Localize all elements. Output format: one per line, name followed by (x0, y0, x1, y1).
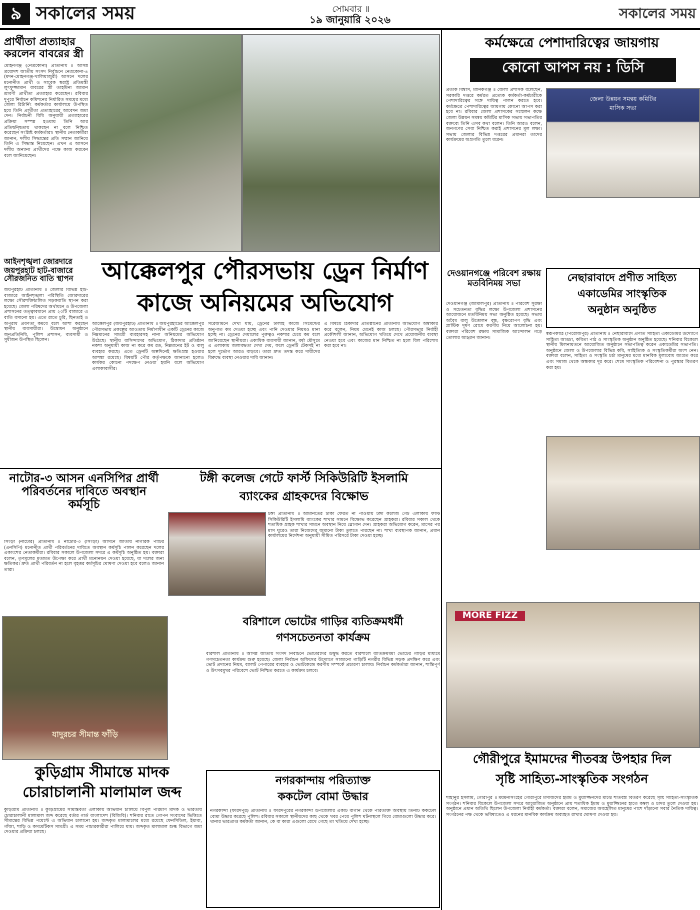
story-drugs-headline-1: কুড়িগ্রাম সীমান্তে মাদক (34, 763, 170, 781)
story-college-headline-1: টঙ্গী কলেজ গেটে ফার্স্ট সিকিউরিটি ইসলামি (199, 471, 409, 485)
story-drain-photo-2 (242, 34, 440, 252)
story-professional-headline-1: কর্মক্ষেত্রে পেশাদারিত্বের জায়গায় (485, 35, 659, 51)
story-college-body: টঙ্গী প্রতিনিধি ॥ আমানতের টাকা ফেরত না পাওয়ায় টঙ্গী কলেজ গেট এলাকায় ফার্স্ট সিকিউরিটি ইসলামি ব্যাংকের শাখার সামনে বিক্ষোভ করেছেন গ্রাহকরা। রবিবার সকাল থেকে শতাধিক গ্রাহক শাখার সামনে অবস্থান নিয়ে স্লোগান দেন। গ্রাহকরা অভিযোগ করেন, মাসের পর মাস ঘুরেও তারা নিজেদের জমানো টাকা তুলতে পারছেন না। শাখা ব্যবস্থাপক জানান, প্রধান কার্যালয়ের নির্দেশনা অনুযায়ী সীমিত পরিসরে টাকা দেওয়া হচ্ছে। (268, 512, 440, 540)
story-drain-body-1: আক্কেলপুর (জয়পুরহাট) প্রতিনিধি ॥ জয়পুরহাটের আক্কেলপুর পৌরসভায় প্রকল্পের আওতায় নির্মাণাধীন একটি ড্রেনের কাজে নিম্নমানের সামগ্রী ব্যবহারসহ নানা অনিয়মের অভিযোগ উঠেছে। স্থানীয় বাসিন্দাদের অভিযোগ, ঠিকাদার প্রতিষ্ঠান নকশা অনুযায়ী কাজ না করে কম রড, নিম্নমানের ইট ও বালু ব্যবহার করছে। এতে ড্রেনটি অল্পদিনেই ক্ষতিগ্রস্ত হওয়ার আশঙ্কা রয়েছে। বিষয়টি পৌর কর্তৃপক্ষকে জানানো হলেও কার্যকর কোনো পদক্ষেপ নেওয়া হয়নি বলে অভিযোগ এলাকাবাসীর। (92, 322, 204, 372)
story-college-photo (168, 512, 266, 596)
day-label: সোমবার ॥ (332, 5, 370, 15)
story-professional-headline-2: কোনো আপস নয় : ডিসি (502, 60, 644, 76)
meeting-banner-line-1: জেলা উন্নয়ন সমন্বয় কমিটির (589, 96, 657, 103)
story-gouripur-headline-2: সৃষ্টি সাহিত্য-সাংস্কৃতিক সংগঠন (495, 771, 649, 786)
section-rule (0, 468, 441, 469)
story-barishal-body: বরিশাল প্রতিনিধি ॥ আসন্ন জাতীয় সংসদ নির্বাচনে ভোটারদের উদ্বুদ্ধ করতে বরিশালে ব্যতিক্রমধর্মী ভোটের গাড়ির মাধ্যমে গণসচেতনতা কার্যক্রম শুরু হয়েছে। জেলা নির্বাচন অফিসের উদ্যোগে সাজানো গাড়িটি নগরীর বিভিন্ন সড়ক প্রদক্ষিণ করে এবং ভোট প্রদানের নিয়ম, ব্যালট পেপারের ব্যবহার ও ভোটকেন্দ্রে করণীয় সম্পর্কে প্রচারণা চালায়। নির্বাচন কর্মকর্তারা জানান, শান্তিপূর্ণ ও উৎসবমুখর পরিবেশে ভোট নিশ্চিত করতে এ কার্যক্রম চলবে। (206, 652, 440, 674)
story-professional-body: প্রতীক বিশ্বাস, মানিকগঞ্জ ॥ জেলা প্রশাসক বলেছেন, সরকারি দপ্তরে কর্মরত প্রত্যেক কর্মকর্তা-কর্মচারীকে পেশাদারিত্বের সঙ্গে দায়িত্ব পালন করতে হবে। কর্মক্ষেত্রে পেশাদারিত্বের জায়গায় কোনো আপস করা হবে না। রবিবার জেলা প্রশাসকের সম্মেলন কক্ষে জেলা উন্নয়ন সমন্বয় কমিটির মাসিক সভায় সভাপতির বক্তব্যে তিনি এসব কথা বলেন। তিনি আরও বলেন, জনগণের সেবা নিশ্চিত করাই প্রশাসনের মূল লক্ষ্য। সভায় জেলার বিভিন্ন দপ্তরের প্রধানরা তাদের কার্যক্রমের অগ্রগতি তুলে ধরেন। (446, 88, 542, 144)
story-drain-body-3: এ বিষয়ে ঠিকাদার প্রতিষ্ঠানের প্রতিনিধি অভিযোগ অস্বীকার করে বলেন, নিয়ম মেনেই কাজ চলছে। পৌরসভার নির্বাহী প্রকৌশলী জানান, অভিযোগ খতিয়ে দেখে প্রয়োজনীয় ব্যবস্থা নেওয়া হবে এবং কাজের মান নিশ্চিত না হলে বিল পরিশোধ করা হবে না। (324, 322, 438, 350)
masthead (0, 0, 700, 28)
page-number-box (2, 3, 30, 25)
column-rule (441, 30, 442, 910)
story-dewanganj-body: দেওয়ানগঞ্জ (জামালপুর) প্রতিনিধি ॥ পরিবেশ সুরক্ষা ও সচেতনতা বৃদ্ধির লক্ষ্যে উপজেলা প্রশাসনের আয়োজনে মতবিনিময় সভা অনুষ্ঠিত হয়েছে। সভায় অবৈধ বালু উত্তোলন বন্ধ, বৃক্ষরোপণ বৃদ্ধি এবং প্লাস্টিক দূষণ রোধে করণীয় নিয়ে আলোচনা হয়। বক্তারা পরিবেশ রক্ষায় সামাজিক আন্দোলন গড়ে তোলার আহ্বান জানান। (446, 302, 542, 341)
masthead-rule (0, 28, 700, 30)
story-drugs-body: কুড়িগ্রাম প্রতিনিধি ॥ কুড়িগ্রামের সীমান্তবর্তী এলাকায় অভিযান চালিয়ে বিপুল পরিমাণ মাদক ও ভারতীয় চোরাচালানী মালামাল জব্দ করেছে বর্ডার গার্ড বাংলাদেশ (বিজিবি)। শনিবার রাতে গোপন সংবাদের ভিত্তিতে সীমান্তের বিভিন্ন পয়েন্টে এ অভিযান চালানো হয়। জব্দকৃত মালামালের মধ্যে রয়েছে ফেনসিডিল, ইয়াবা, গাঁজা, শাড়ি ও কসমেটিকস সামগ্রী। এ সময় পাচারকারীরা পালিয়ে যায়। জব্দকৃত মালামাল শুল্ক বিভাগে জমা দেওয়ার প্রক্রিয়া চলছে। (4, 808, 202, 836)
story-academy-body: স্বরূপকাঠি (পিরোজপুর) প্রতিনিধি ॥ নেছারাবাদে প্রণীত সাহিত্য একাডেমির উদ্যোগে সাহিত্য আড্ডা, কবিতা পাঠ ও সাংস্কৃতিক অনুষ্ঠান অনুষ্ঠিত হয়েছে। শনিবার বিকেলে স্থানীয় মিলনায়তনে আয়োজিত অনুষ্ঠানে সভাপতিত্ব করেন একাডেমির সভাপতি। অনুষ্ঠানে জেলা ও উপজেলার বিভিন্ন কবি, সাহিত্যিক ও সংস্কৃতিকর্মীরা অংশ নেন। বক্তারা বলেন, সাহিত্য ও সংস্কৃতি চর্চা মানুষের মধ্যে মানবিক মূল্যবোধ জাগ্রত করে এবং সমাজ থেকে অন্ধকার দূর করে। শেষে সাংস্কৃতিক পরিবেশনা ও পুরস্কার বিতরণ করা হয়। (546, 332, 698, 371)
story-college-headline-2: ব্যাংকের গ্রাহকদের বিক্ষোভ (239, 489, 369, 503)
story-ncp-body: সিংড়া (নাটোর) প্রতিনিধি ॥ নাটোর-৩ (সিংড়া) আসনে জাতীয় নাগরিক পার্টির (এনসিপি) মনোনীত প্রার্থী পরিবর্তনের দাবিতে অবস্থান কর্মসূচি পালন করেছেন দলের একাংশের নেতাকর্মীরা। রবিবার সকালে উপজেলা সদরে এ কর্মসূচি অনুষ্ঠিত হয়। বক্তারা বলেন, তৃণমূলের মতামত উপেক্ষা করে প্রার্থী মনোনয়ন দেওয়া হয়েছে, যা দলের জন্য ক্ষতিকর। দ্রুত প্রার্থী পরিবর্তন না হলে বৃহত্তর কর্মসূচির ঘোষণা দেওয়া হবে বলেও জানান তারা। (4, 540, 164, 573)
stage-banner-text: MORE FIZZ (455, 611, 525, 621)
outpost-seal-text: যাদুরচর সীমান্ত ফাঁড়ি (52, 730, 118, 739)
story-professional-photo (546, 88, 700, 198)
story-candidate-headline: প্রার্থীতা প্রত্যাহার করলেন বাবরের স্ত্রী (4, 36, 84, 61)
story-gouripur-photo (446, 602, 700, 748)
story-drain-body-2: সরেজমিনে দেখা যায়, ড্রেনের ঢালাই কাজে সিমেন্টের অনুপাত কম দেওয়া হচ্ছে এবং পানি দেওয়ার নিয়মও মানা হচ্ছে না। ড্রেনের দেয়ালের পুরুত্বও নকশার চেয়ে কম বলে জানিয়েছেন স্থানীয়রা। একাধিক ব্যবসায়ী জানান, বর্ষা মৌসুমে এ এলাকায় জলাবদ্ধতা দেখা দেয়, ফলে ড্রেনটি টেকসই না হলে দুর্ভোগ আরও বাড়বে। তারা দ্রুত তদন্ত করে দায়ীদের বিরুদ্ধে ব্যবস্থা নেওয়ার দাবি জানান। (208, 322, 320, 361)
page-number: ৯ (10, 4, 22, 24)
story-dewanganj-headline: দেওয়ানগঞ্জে পরিবেশ রক্ষায় মতবিনিময় সভা (447, 269, 541, 289)
story-drain-photo-1 (90, 34, 242, 252)
story-drain-headline-1: আক্কেলপুর পৌরসভায় ড্রেন নির্মাণ (101, 257, 429, 285)
logo-right: সকালের সময় (618, 6, 696, 22)
story-drugs-headline-2: চোরাচালানী মালামাল জব্দ (22, 783, 182, 801)
story-bomb-body: নগরকান্দা (ফরিদপুর) প্রতিনিধি ॥ ফরিদপুরের নগরকান্দা উপজেলার একটি বাগান থেকে পরিত্যক্ত অবস্থায় তিনটি ককটেল বোমা উদ্ধার করেছে পুলিশ। রবিবার সকালে স্থানীয়দের কাছ থেকে খবর পেয়ে পুলিশ ঘটনাস্থলে গিয়ে বোমাগুলো উদ্ধার করে। থানার ভারপ্রাপ্ত কর্মকর্তা জানান, কে বা কারা এগুলো রেখে গেছে তা খতিয়ে দেখা হচ্ছে। (210, 809, 436, 826)
story-barishal-headline-2: গণসচেতনতা কার্যক্রম (275, 631, 371, 644)
story-gouripur-body: শাহীনুর ইসলাম, গৌরীপুর ॥ ময়মনসিংহের গৌরীপুরে মসজিদের ইমাম ও মুয়াজ্জিনদের মাঝে শীতবস্ত্র বিতরণ করেছে সৃষ্টি সাহিত্য-সাংস্কৃতিক সংগঠন। শনিবার বিকেলে উপজেলা সদরে আয়োজিত অনুষ্ঠানে প্রায় শতাধিক ইমাম ও মুয়াজ্জিনের হাতে কম্বল ও চাদর তুলে দেওয়া হয়। অনুষ্ঠানে প্রধান অতিথি ছিলেন উপজেলা নির্বাহী কর্মকর্তা। বক্তারা বলেন, সমাজের অবহেলিত মানুষের পাশে দাঁড়ানো সবার নৈতিক দায়িত্ব। সংগঠনের পক্ষ থেকে ভবিষ্যতেও এ ধরনের মানবিক কার্যক্রম অব্যাহত রাখার ঘোষণা দেওয়া হয়। (446, 796, 698, 818)
story-barishal-headline-1: বরিশালে ভোটের গাড়ির ব্যতিক্রমধর্মী (242, 615, 404, 628)
story-hilli-headline: আইনশৃঙ্খলা জোরদারে জয়পুরহাট হাট-বাজারে সৌরজনিত বাতি স্থাপন (4, 257, 74, 284)
story-academy-headline-3: অনুষ্ঠান অনুষ্ঠিত (587, 304, 657, 316)
story-candidate-body: মোহনগঞ্জ (নেত্রকোনা) প্রতিনিধি ॥ আসন্ন ত্রয়োদশ জাতীয় সংসদ নির্বাচনে নেত্রকোনা-৪ (মদন-মোহনগঞ্জ-খালিয়াজুরী) আসনে দলের মনোনীত প্রার্থী ও সাবেক স্বরাষ্ট্র প্রতিমন্ত্রী লুৎফুজ্জামান বাবরের স্ত্রী তাহমিনা জামান শ্রাবণী প্রার্থীতা প্রত্যাহার করেছেন। রবিবার দুপুরে নির্বাচন কমিশনের নির্ধারিত সময়ের মধ্যে জেলা রিটার্নিং কর্মকর্তার কার্যালয়ে উপস্থিত হয়ে তিনি প্রার্থীতা প্রত্যাহারের আবেদন জমা দেন। নির্বাচনী বিধি অনুযায়ী প্রত্যাহারের প্রক্রিয়া সম্পন্ন হওয়ায় তিনি আর প্রতিদ্বন্দ্বিতায় থাকছেন না বলে নিশ্চিত করেছেন সংশ্লিষ্ট কর্মকর্তারা। স্থানীয় নেতাকর্মীরা জানান, দলীয় সিদ্ধান্তের প্রতি সম্মান জানিয়ে তিনি এ সিদ্ধান্ত নিয়েছেন। এখন এ আসনে দলীয় অন্যান্য প্রার্থীদের পক্ষে কাজ করবেন বলে জানিয়েছেন। (4, 64, 88, 159)
story-gouripur-headline-1: গৌরীপুরে ইমামদের শীতবস্ত্র উপহার দিল (472, 751, 672, 766)
story-bomb-headline-2: ককটেল বোমা উদ্ধার (277, 790, 369, 803)
logo-left: সকালের সময় (36, 3, 136, 24)
story-ncp-headline: নাটোর-৩ আসন এনসিপির প্রার্থী পরিবর্তনের দাবিতে অবস্থান কর্মসূচি (9, 471, 159, 512)
story-bomb-headline-1: নগরকান্দায় পরিত্যাক্ত (275, 774, 371, 787)
date-label: ১৯ জানুয়ারি ২০২৬ (309, 15, 391, 26)
story-academy-headline-1: নেছারাবাদে প্রণীত সাহিত্য (567, 272, 677, 284)
story-academy-headline-2: একাডেমির সাংস্কৃতিক (577, 288, 667, 300)
story-academy-photo (546, 436, 700, 550)
meeting-banner-line-2: মাসিক সভা (609, 105, 637, 112)
story-bomb-box (206, 770, 440, 908)
story-drugs-photo (2, 616, 168, 760)
story-drain-headline-2: কাজে অনিয়মের অভিযোগ (137, 289, 393, 317)
story-hilli-body: জয়পুরহাট প্রতিনিধি ॥ জেলার বিভিন্ন হাট-বাজারে আইনশৃঙ্খলা পরিস্থিতি জোরদারের লক্ষ্যে সৌরশক্তিচালিত সড়কবাতি স্থাপন করা হয়েছে। জেলা পরিষদের অর্থায়নে ও উপজেলা প্রশাসনের তত্ত্বাবধানে প্রায় ২০টি বাজারে এ বাতি বসানো হয়। এতে রাতে চুরি, ছিনতাই ও অপরাধ প্রবণতা কমবে বলে আশা করছেন স্থানীয় ব্যবসায়ীরা। উদ্বোধন অনুষ্ঠানে জনপ্রতিনিধি, পুলিশ প্রশাসন, ব্যবসায়ী ও সুধীজন উপস্থিত ছিলেন। (4, 288, 88, 344)
